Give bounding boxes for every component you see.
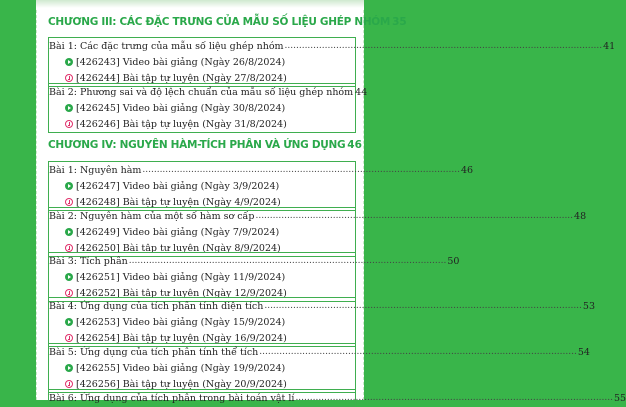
video-entry[interactable] [49, 100, 355, 116]
lesson-block [48, 83, 368, 133]
video-label: [426243] Video bài giảng (Ngày 26/8/2024) [76, 56, 286, 68]
leader-dots [255, 211, 573, 221]
practice-label: [426256] Bài tập tự luyện (Ngày 20/9/2024) [76, 378, 287, 390]
lesson-block [48, 343, 590, 393]
video-play-icon [65, 318, 73, 326]
lesson-entry[interactable] [49, 38, 616, 54]
video-play-icon [65, 104, 73, 112]
chapter-title: CHƯƠNG III: CÁC ĐẶC TRƯNG CỦA MẪU SỐ LIỆU GHÉP NHÓM [48, 16, 391, 28]
video-label: [426245] Video bài giảng (Ngày 30/8/2024) [76, 102, 286, 114]
practice-clock-icon [65, 244, 73, 252]
lesson-title: Bài 6: Ứng dụng của tích phân trong bài toán vật lí [49, 392, 295, 404]
chapter-title: CHƯƠNG IV: NGUYÊN HÀM-TÍCH PHÂN VÀ ỨNG DỤNG [48, 139, 346, 151]
leader-dots [295, 393, 613, 403]
video-entry[interactable] [49, 54, 355, 70]
lesson-entry[interactable] [49, 344, 590, 360]
lesson-page: 53 [582, 300, 595, 312]
video-entry[interactable] [49, 224, 355, 240]
lesson-entry[interactable] [49, 253, 460, 269]
practice-label: [426246] Bài tập tự luyện (Ngày 31/8/2024) [76, 118, 287, 130]
practice-clock-icon [65, 380, 73, 388]
video-entry[interactable] [49, 269, 355, 285]
practice-label: [426252] Bài tập tự luyện (Ngày 12/9/2024) [76, 287, 287, 299]
lesson-entry[interactable] [49, 162, 474, 178]
video-play-icon [65, 228, 73, 236]
chapter-heading[interactable] [48, 137, 362, 153]
practice-label: [426254] Bài tập tự luyện (Ngày 16/9/2024) [76, 332, 287, 344]
video-entry[interactable] [49, 360, 355, 376]
lesson-block [48, 37, 616, 87]
chapter-heading[interactable] [48, 14, 407, 30]
leader-dots [142, 165, 460, 175]
lesson-title: Bài 4: Ứng dụng của tích phân tính diện tích [49, 300, 264, 312]
lesson-page: 50 [447, 255, 460, 267]
video-label: [426247] Video bài giảng (Ngày 3/9/2024) [76, 180, 280, 192]
video-entry[interactable] [49, 178, 355, 194]
practice-label: [426244] Bài tập tự luyện (Ngày 27/8/2024) [76, 72, 287, 84]
lesson-page: 54 [577, 346, 590, 358]
lesson-entry[interactable] [49, 84, 368, 100]
video-label: [426249] Video bài giảng (Ngày 7/9/2024) [76, 226, 280, 238]
video-label: [426253] Video bài giảng (Ngày 15/9/2024) [76, 316, 286, 328]
lesson-entry[interactable] [49, 298, 595, 314]
page-top-edge [36, 0, 364, 8]
video-play-icon [65, 273, 73, 281]
leader-dots [259, 347, 577, 357]
practice-clock-icon [65, 334, 73, 342]
practice-label: [426250] Bài tập tự luyện (Ngày 8/9/2024) [76, 242, 281, 254]
lesson-title: Bài 3: Tích phân [49, 255, 128, 267]
lesson-block [48, 161, 474, 211]
practice-label: [426248] Bài tập tự luyện (Ngày 4/9/2024) [76, 196, 281, 208]
lesson-page: 55 [614, 392, 626, 404]
video-entry[interactable] [49, 314, 355, 330]
practice-entry[interactable] [49, 116, 355, 132]
lesson-entry[interactable] [49, 390, 626, 406]
video-play-icon [65, 182, 73, 190]
practice-clock-icon [65, 74, 73, 82]
toc-page [36, 0, 626, 404]
lesson-title: Bài 1: Nguyên hàm [49, 164, 142, 176]
practice-clock-icon [65, 198, 73, 206]
video-play-icon [65, 364, 73, 372]
chapter-page: 35 [392, 16, 407, 28]
lesson-title: Bài 2: Nguyên hàm của một số hàm sơ cấp [49, 210, 255, 222]
lesson-page: 44 [355, 86, 368, 98]
video-label: [426255] Video bài giảng (Ngày 19/9/2024) [76, 362, 286, 374]
lesson-block [48, 252, 460, 302]
lesson-block [48, 207, 587, 257]
video-label: [426251] Video bài giảng (Ngày 11/9/2024) [76, 271, 286, 283]
leader-dots [264, 301, 582, 311]
practice-clock-icon [65, 289, 73, 297]
lesson-page: 41 [603, 40, 616, 52]
chapter-page: 46 [347, 139, 362, 151]
lesson-block [48, 389, 626, 407]
video-play-icon [65, 58, 73, 66]
leader-dots [129, 256, 447, 266]
lesson-block [48, 297, 595, 347]
lesson-title: Bài 5: Ứng dụng của tích phân tính thể tích [49, 346, 259, 358]
lesson-page: 46 [460, 164, 474, 176]
lesson-title: Bài 1: Các đặc trưng của mẫu số liệu ghép nhóm [49, 40, 284, 52]
leader-dots [285, 41, 603, 51]
practice-clock-icon [65, 120, 73, 128]
lesson-entry[interactable] [49, 208, 587, 224]
lesson-title: Bài 2: Phương sai và độ lệch chuẩn của mẫu số liệu ghép nhóm [49, 86, 354, 98]
lesson-page: 48 [574, 210, 587, 222]
